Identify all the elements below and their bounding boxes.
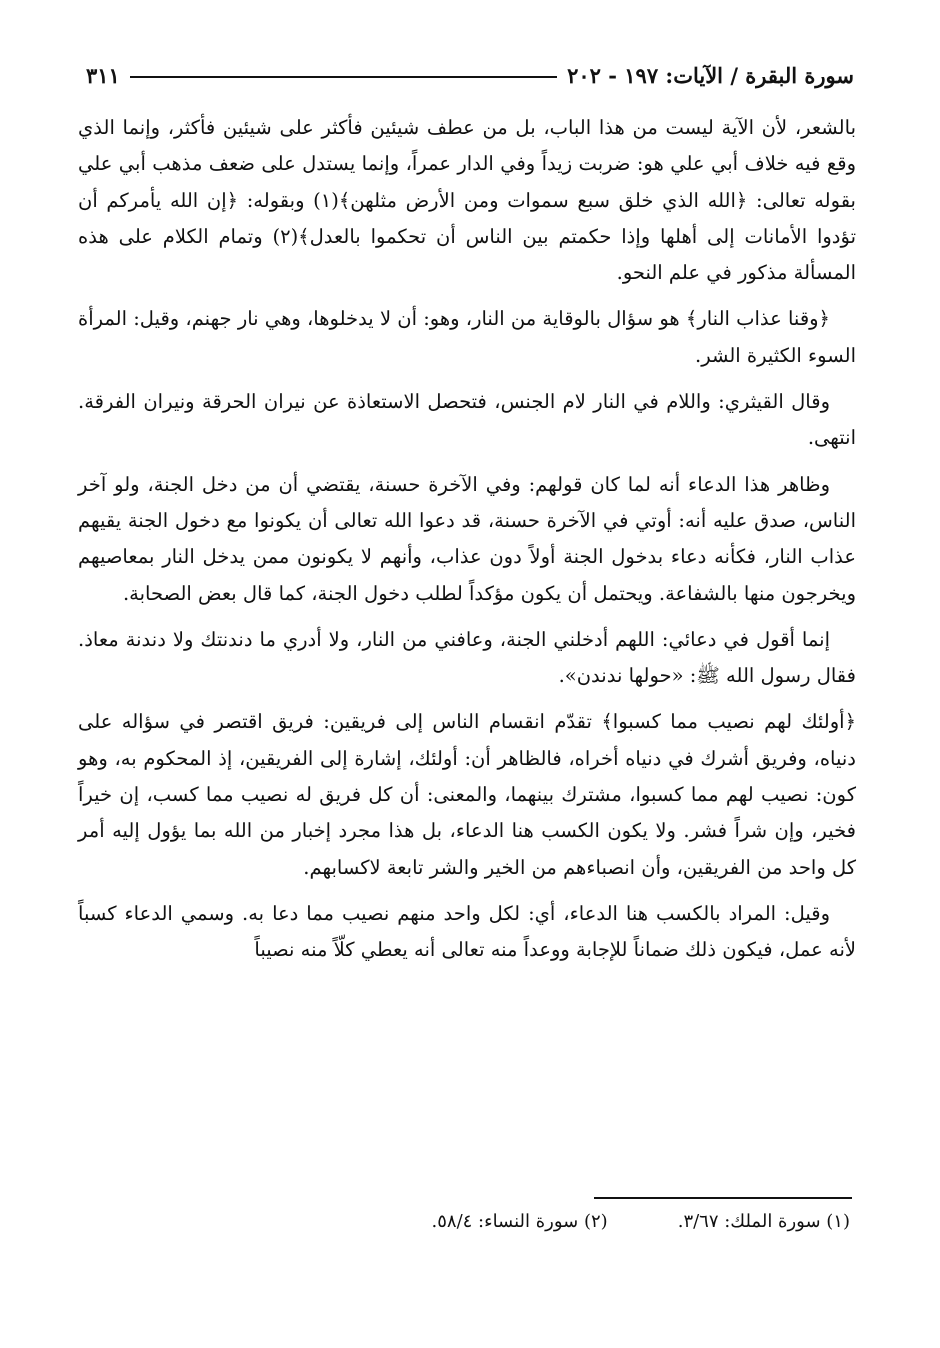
paragraph-3: وقال القيثري: واللام في النار لام الجنس، فتحصل الاستعاذة عن نيران الحرقة ونيران الفرقة. انتهى. [78, 390, 856, 450]
footnotes [210, 1208, 850, 1236]
running-title: سورة البقرة / الآيات: ١٩٧ - ٢٠٢ [567, 62, 854, 88]
footnote-2: (٢) سورة النساء: ٥٨/٤. [431, 1211, 608, 1232]
header-rule [130, 76, 557, 78]
footnote-rule [594, 1197, 852, 1199]
page-number: ٣١١ [86, 62, 120, 88]
paragraph-4: وظاهر هذا الدعاء أنه لما كان قولهم: وفي الآخرة حسنة، يقتضي أن من دخل الجنة، ولو آخر الناس، صدق عليه أنه: أوتي في الآخرة حسنة، قد دعوا الله تعالى أن يكونوا مع دخول الجنة يقيهم عذاب النار، فكأنه دعاء بدخول الجنة أولاً دون عذاب، وأنهم لا يكونون ممن يدخل النار بمعاصيهم ويخرجون منها بالشفاعة. ويحتمل أن يكون مؤكداً لطلب دخول الجنة، كما قال بعض الصحابة. [78, 472, 856, 605]
paragraph-7: وقيل: المراد بالكسب هنا الدعاء، أي: لكل واحد منهم نصيب مما دعا به. وسمي الدعاء كسباً لأنه عمل، فيكون ذلك ضماناً للإجابة ووعداً منه تعالى أنه يعطي كلّاً منه نصيباً [78, 901, 856, 962]
body-text [78, 110, 856, 969]
paragraph-1: بالشعر، لأن الآية ليست من هذا الباب، بل من عطف شيئين فأكثر على شيئين فأكثر، وإنما الذي وقع فيه خلاف أبي علي هو: ضربت زيداً وفي الدار عمراً، وإنما يستدل على ضعف مذهب أبي علي بقوله تعالى: ﴿الله الذي خلق سبع سموات ومن الأرض مثلهن﴾(١) وبقوله: ﴿إن الله يأمركم أن تؤدوا الأمانات إلى أهلها وإذا حكمتم بين الناس أن تحكموا بالعدل﴾(٢) وتمام الكلام على هذه المسألة مذكور في علم النحو. [78, 116, 856, 285]
paragraph-2: ﴿وقنا عذاب النار﴾ هو سؤال بالوقاية من النار، وهو: أن لا يدخلوها، وهي نار جهنم، وقيل: المرأة السوء الكثيرة الشر. [78, 307, 856, 367]
paragraph-6: ﴿أولئك لهم نصيب مما كسبوا﴾ تقدّم انقسام الناس إلى فريقين: فريق اقتصر في سؤاله على دنياه، وفريق أشرك في دنياه أخراه، فالظاهر أن: أولئك، إشارة إلى الفريقين، إذ المحكوم به، وهو كون: نصيب لهم مما كسبوا، مشترك بينهما، والمعنى: أن كل فريق له نصيب مما كسب، إن خيراً فخير، وإن شراً فشر. ولا يكون الكسب هنا الدعاء، بل هذا مجرد إخبار من الله بما يؤول إليه أمر كل واحد من الفريقين، وأن انصباءهم من الخير والشر تابعة لاكسابهم. [78, 710, 856, 879]
paragraph-5: إنما أقول في دعائي: اللهم أدخلني الجنة، وعافني من النار، ولا أدري ما دندنتك ولا دندنة معاذ. فقال رسول الله ﷺ: «حولها ندندن». [78, 627, 856, 688]
footnote-1: (١) سورة الملك: ٣/٦٧. [677, 1211, 850, 1232]
page-header [86, 58, 854, 92]
